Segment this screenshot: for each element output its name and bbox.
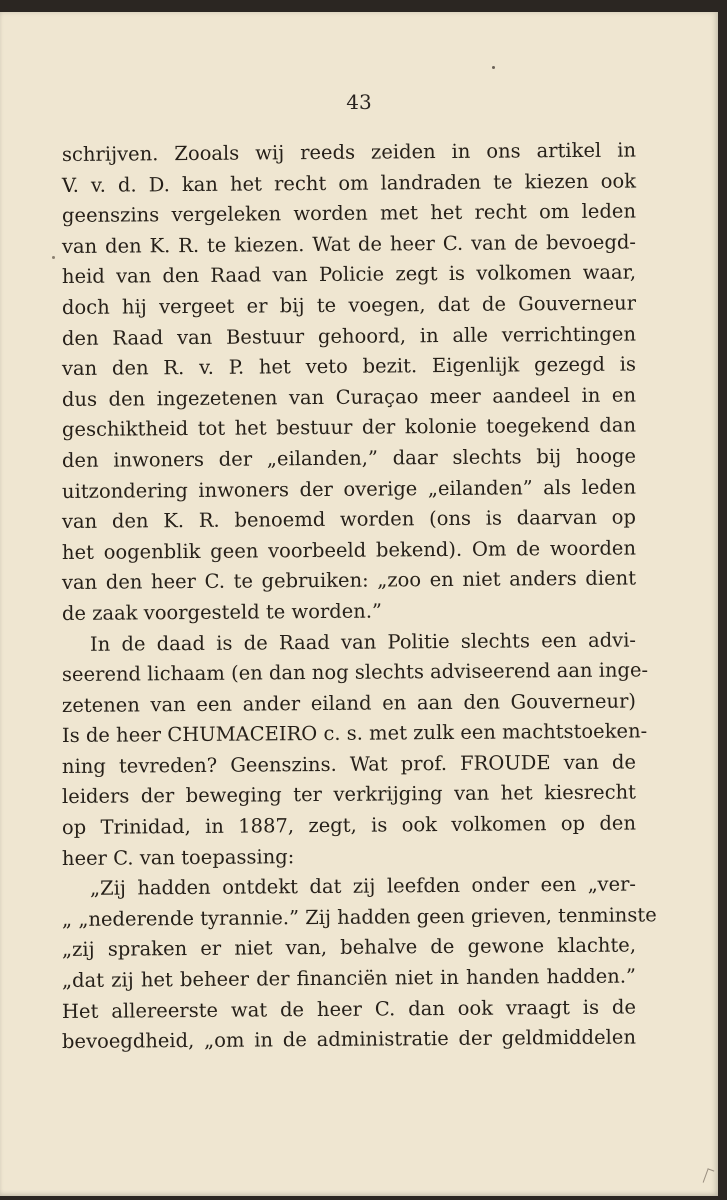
text-line: schrijven. Zooals wij reeds zeiden in ons artikel in bbox=[61, 138, 637, 166]
margin-mark bbox=[52, 256, 55, 259]
text-line: het oogenblik geen voorbeeld bekend). Om de woorden bbox=[61, 536, 637, 564]
text-line: dus den ingezetenen van Curaçao meer aandeel in en bbox=[61, 383, 637, 411]
text-line: den inwoners der „eilanden,” daar slechts bij hooge bbox=[61, 444, 637, 472]
text-line: heid van den Raad van Policie zegt is volkomen waar, bbox=[61, 260, 637, 289]
text-line: geenszins vergeleken worden met het recht om leden bbox=[61, 199, 637, 228]
text-line: van den heer C. te gebruiken: „zoo en niet anders dient bbox=[61, 566, 637, 595]
text-line: geschiktheid tot het bestuur der kolonie toegekend dan bbox=[61, 413, 637, 442]
text-line: V. v. d. D. kan het recht om landraden te kiezen ook bbox=[61, 169, 637, 197]
text-line: zetenen van een ander eiland en aan den Gouverneur) bbox=[61, 689, 637, 717]
text-line: heer C. van toepassing: bbox=[61, 844, 295, 870]
text-line: van den K. R. benoemd worden (ons is daarvan op bbox=[61, 505, 637, 534]
text-line: „ „nederende tyrannie.” Zij hadden geen grieven, tenminste bbox=[61, 903, 657, 931]
ink-speck bbox=[492, 66, 495, 69]
text-line: „zij spraken er niet van, behalve de gewone klachte, bbox=[61, 933, 637, 962]
text-line: „Zij hadden ontdekt dat zij leefden onder een „ver- bbox=[89, 872, 637, 901]
text-line: bevoegdheid, „om in de administratie der geldmiddelen bbox=[61, 1025, 637, 1054]
text-line: Is de heer CHUMACEIRO c. s. met zulk een machtstoeken- bbox=[61, 719, 648, 748]
body-text bbox=[61, 138, 657, 1058]
page-corner-fold bbox=[703, 1168, 715, 1184]
text-line: seerend lichaam (en dan nog slechts adviseerend aan inge- bbox=[61, 658, 649, 687]
text-line: van den R. v. P. het veto bezit. Eigenlijk gezegd is bbox=[61, 352, 637, 381]
text-line: Het allereerste wat de heer C. dan ook vraagt is de bbox=[61, 995, 637, 1023]
text-line: den Raad van Bestuur gehoord, in alle verrichtingen bbox=[61, 322, 637, 350]
page-number: 43 bbox=[346, 90, 372, 114]
text-line: van den K. R. te kiezen. Wat de heer C. van de bevoegd- bbox=[61, 230, 637, 258]
text-line: doch hij vergeet er bij te voegen, dat de Gouverneur bbox=[61, 291, 637, 319]
text-line: leiders der beweging ter verkrijging van het kiesrecht bbox=[61, 780, 637, 809]
text-line: uitzondering inwoners der overige „eilanden” als leden bbox=[61, 475, 637, 503]
text-line: In de daad is de Raad van Politie slechts een advi- bbox=[89, 627, 637, 656]
text-line: „dat zij het beheer der financiën niet in handen hadden.” bbox=[61, 964, 637, 993]
text-line: de zaak voorgesteld te worden.” bbox=[61, 599, 383, 625]
text-line: ning tevreden? Geenszins. Wat prof. FROUDE van de bbox=[61, 750, 637, 778]
book-page bbox=[0, 12, 718, 1196]
text-line: op Trinidad, in 1887, zegt, is ook volkomen op den bbox=[61, 811, 637, 840]
